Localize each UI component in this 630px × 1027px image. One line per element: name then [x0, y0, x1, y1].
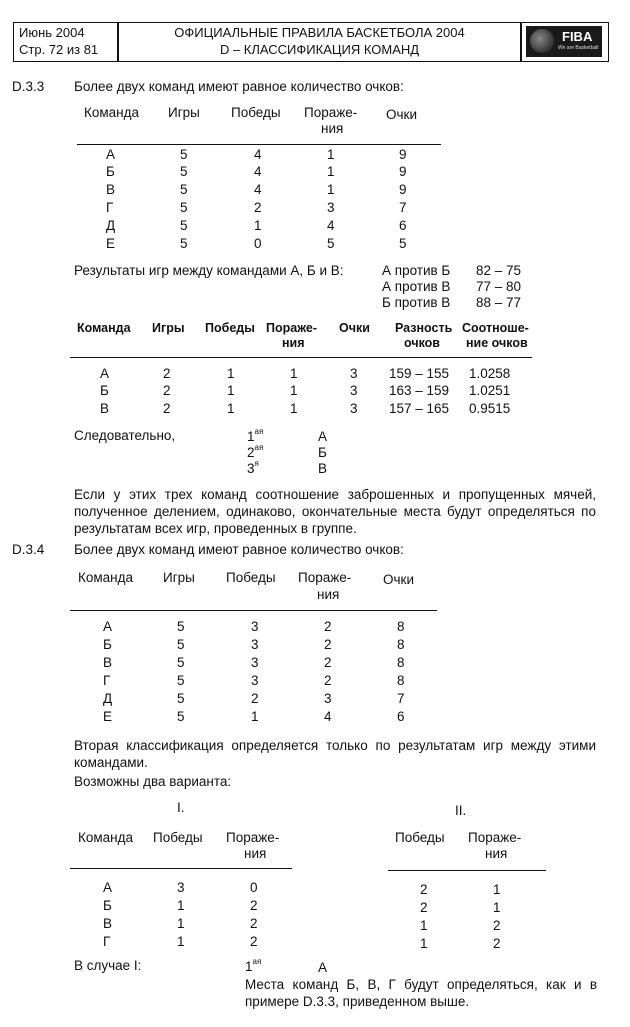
v1-rule — [70, 868, 292, 869]
cell-wins: 3 — [251, 619, 259, 634]
cell-team: А — [103, 619, 113, 634]
cell-losses: 0 — [250, 880, 258, 895]
ball-icon — [530, 29, 554, 53]
section-number-d34: D.3.4 — [12, 542, 45, 557]
col-losses-2: ния — [317, 587, 340, 602]
cell-team: Г — [106, 200, 114, 215]
cell-wins: 0 — [254, 236, 262, 251]
logo-subtext: We are Basketball — [558, 45, 599, 51]
result-score: 82 – 75 — [476, 263, 522, 278]
section-number-d33: D.3.3 — [12, 79, 45, 94]
cell-wins: 1 — [420, 918, 428, 933]
d34-intro: Более двух команд имеют равное количество очков: — [74, 542, 404, 557]
v2-col-losses: Пораже- — [468, 830, 522, 845]
col-losses: Пораже- — [298, 570, 352, 585]
v1-col-losses: Пораже- — [226, 830, 280, 845]
cell-wins: 1 — [177, 898, 185, 913]
cell-wins: 4 — [254, 182, 262, 197]
result-matchup: А против Б — [382, 263, 451, 278]
cell-games: 5 — [180, 236, 188, 251]
v2-col-wins: Победы — [395, 830, 445, 845]
cell-losses: 1 — [327, 182, 335, 197]
cell-games: 5 — [177, 619, 185, 634]
cell-games: 2 — [163, 366, 171, 381]
v1-col-wins: Победы — [153, 830, 203, 845]
cell-losses: 2 — [250, 916, 258, 931]
cell-wins: 3 — [251, 673, 259, 688]
cell-wins: 2 — [254, 200, 262, 215]
therefore-label: Следовательно, — [74, 428, 176, 443]
cell-losses: 2 — [493, 936, 501, 951]
cell-team: Г — [103, 934, 111, 949]
place-team-3: В — [318, 461, 328, 476]
col2-ratio: Соотноше- — [462, 321, 529, 335]
cell-losses: 1 — [327, 147, 335, 162]
case-text: Места команд Б, В, Г будут определяться, как и в примере D.3.3, приведенном выше. — [245, 977, 597, 1009]
col-wins: Победы — [231, 105, 281, 120]
cell-team: В — [103, 916, 113, 931]
cell-wins: 3 — [251, 655, 259, 670]
cell-points: 9 — [399, 147, 407, 162]
logo-text: FIBA — [562, 29, 593, 44]
cell-losses: 5 — [327, 236, 335, 251]
cell-losses: 2 — [324, 619, 332, 634]
variant-2-label: II. — [455, 803, 467, 818]
result-matchup: А против В — [382, 279, 451, 294]
cell-diff: 159 – 155 — [389, 366, 450, 381]
cell-losses: 2 — [324, 673, 332, 688]
col-points: Очки — [383, 572, 414, 587]
cell-diff: 163 – 159 — [389, 383, 450, 398]
cell-losses: 2 — [493, 918, 501, 933]
fiba-logo — [526, 26, 602, 57]
cell-ratio: 1.0258 — [469, 366, 511, 381]
cell-team: Б — [100, 383, 109, 398]
cell-points: 6 — [397, 709, 405, 724]
cell-wins: 1 — [227, 401, 235, 416]
cell-team: В — [100, 401, 110, 416]
cell-games: 5 — [177, 673, 185, 688]
cell-games: 5 — [177, 691, 185, 706]
cell-wins: 3 — [177, 880, 185, 895]
cell-games: 5 — [180, 164, 188, 179]
cell-wins: 1 — [227, 366, 235, 381]
cell-losses: 1 — [327, 164, 335, 179]
cell-losses: 3 — [327, 200, 335, 215]
col2-diff: Разность — [395, 321, 453, 335]
cell-wins: 1 — [177, 934, 185, 949]
col2-games: Игры — [152, 321, 185, 335]
cell-losses: 1 — [290, 401, 298, 416]
cell-losses: 1 — [290, 366, 298, 381]
col-games: Игры — [163, 570, 195, 585]
cell-points: 9 — [399, 164, 407, 179]
cell-losses: 2 — [250, 898, 258, 913]
place-3: $3^я$ — [247, 459, 259, 476]
col2-points: Очки — [339, 321, 370, 335]
table2-rule — [70, 357, 532, 358]
col-wins: Победы — [226, 570, 276, 585]
cell-wins: 4 — [254, 164, 262, 179]
table-rule — [70, 610, 437, 611]
d33-intro: Более двух команд имеют равное количество очков: — [74, 79, 404, 94]
col2-losses: Пораже- — [266, 321, 318, 335]
header-page: Стр. 72 из 81 — [19, 42, 99, 57]
case-team: А — [318, 960, 328, 975]
cell-games: 5 — [180, 200, 188, 215]
col-team: Команда — [84, 105, 140, 120]
col2-team: Команда — [77, 321, 131, 335]
col-games: Игры — [168, 105, 200, 120]
cell-team: А — [100, 366, 110, 381]
cell-team: А — [106, 147, 116, 162]
cell-points: 8 — [397, 637, 405, 652]
cell-losses: 1 — [493, 900, 501, 915]
cell-team: Д — [106, 218, 116, 233]
cell-points: 7 — [397, 691, 405, 706]
cell-wins: 3 — [251, 637, 259, 652]
place-1: $1^{ая}$ — [247, 427, 264, 444]
col-losses: Пораже- — [304, 105, 358, 120]
col-points: Очки — [386, 107, 417, 122]
case-label: В случае I: — [74, 958, 142, 973]
cell-games: 2 — [163, 383, 171, 398]
cell-wins: 2 — [420, 900, 428, 915]
col-team: Команда — [78, 570, 134, 585]
results-label: Результаты игр между командами А, Б и В: — [74, 263, 344, 278]
cell-wins: 1 — [177, 916, 185, 931]
cell-team: В — [106, 182, 116, 197]
cell-points: 7 — [399, 200, 407, 215]
place-team-1: А — [318, 429, 328, 444]
col2-wins: Победы — [205, 321, 255, 335]
cell-team: Е — [106, 236, 116, 251]
cell-wins: 1 — [420, 936, 428, 951]
cell-team: Б — [103, 637, 112, 652]
cell-wins: 4 — [254, 147, 262, 162]
col2-losses-2: ния — [282, 336, 305, 350]
cell-points: 3 — [350, 366, 358, 381]
cell-wins: 1 — [227, 383, 235, 398]
cell-wins: 1 — [254, 218, 262, 233]
cell-losses: 4 — [324, 709, 332, 724]
col2-diff-2: очков — [404, 336, 440, 350]
cell-losses: 2 — [324, 637, 332, 652]
cell-points: 3 — [350, 401, 358, 416]
cell-games: 2 — [163, 401, 171, 416]
place-2: $2^{ая}$ — [247, 443, 264, 460]
cell-points: 3 — [350, 383, 358, 398]
cell-team: Е — [103, 709, 113, 724]
cell-points: 5 — [399, 236, 407, 251]
cell-games: 5 — [177, 709, 185, 724]
cell-games: 5 — [177, 637, 185, 652]
cell-points: 8 — [397, 655, 405, 670]
cell-losses: 3 — [324, 691, 332, 706]
d34-second: Вторая классификация определяется только по результатам игр между этими командами. — [74, 738, 596, 770]
v2-rule — [388, 870, 546, 871]
cell-losses: 2 — [324, 655, 332, 670]
cell-wins: 2 — [251, 691, 259, 706]
cell-losses: 4 — [327, 218, 335, 233]
table-rule — [77, 144, 441, 145]
col2-ratio-2: ние очков — [466, 336, 528, 350]
cell-points: 6 — [399, 218, 407, 233]
case-place: $1^{ая}$ — [245, 957, 262, 974]
cell-losses: 1 — [290, 383, 298, 398]
col-losses-2: ния — [321, 121, 344, 136]
cell-points: 9 — [399, 182, 407, 197]
cell-losses: 2 — [250, 934, 258, 949]
d33-note: Если у этих трех команд соотношение заброшенных и пропущенных мячей, полученное делением, одинаково, окончательные места будут определяться по результатам всех игр, проведенных в группе. — [74, 487, 596, 536]
cell-team: Д — [103, 691, 113, 706]
variant-1-label: I. — [177, 800, 185, 815]
cell-team: В — [103, 655, 113, 670]
result-matchup: Б против В — [382, 295, 451, 310]
cell-games: 5 — [180, 218, 188, 233]
header-title: ОФИЦИАЛЬНЫЕ ПРАВИЛА БАСКЕТБОЛА 2004 — [174, 25, 465, 40]
result-score: 88 – 77 — [476, 295, 522, 310]
cell-team: А — [103, 880, 113, 895]
result-score: 77 – 80 — [476, 279, 522, 294]
place-team-2: Б — [318, 445, 327, 460]
cell-ratio: 1.0251 — [469, 383, 511, 398]
cell-points: 8 — [397, 619, 405, 634]
cell-wins: 1 — [251, 709, 259, 724]
cell-ratio: 0.9515 — [469, 401, 511, 416]
cell-diff: 157 – 165 — [389, 401, 450, 416]
cell-points: 8 — [397, 673, 405, 688]
header-date: Июнь 2004 — [19, 25, 85, 40]
d34-variants: Возможны два варианта: — [74, 774, 232, 789]
v1-col-team: Команда — [78, 830, 134, 845]
cell-games: 5 — [177, 655, 185, 670]
cell-games: 5 — [180, 182, 188, 197]
header-subtitle: D – КЛАССИФИКАЦИЯ КОМАНД — [219, 42, 420, 57]
cell-team: Б — [106, 164, 115, 179]
cell-games: 5 — [180, 147, 188, 162]
v2-col-losses-2: ния — [485, 846, 508, 861]
cell-team: Б — [103, 898, 112, 913]
cell-wins: 2 — [420, 882, 428, 897]
v1-col-losses-2: ния — [244, 846, 267, 861]
cell-team: Г — [103, 673, 111, 688]
cell-losses: 1 — [493, 882, 501, 897]
